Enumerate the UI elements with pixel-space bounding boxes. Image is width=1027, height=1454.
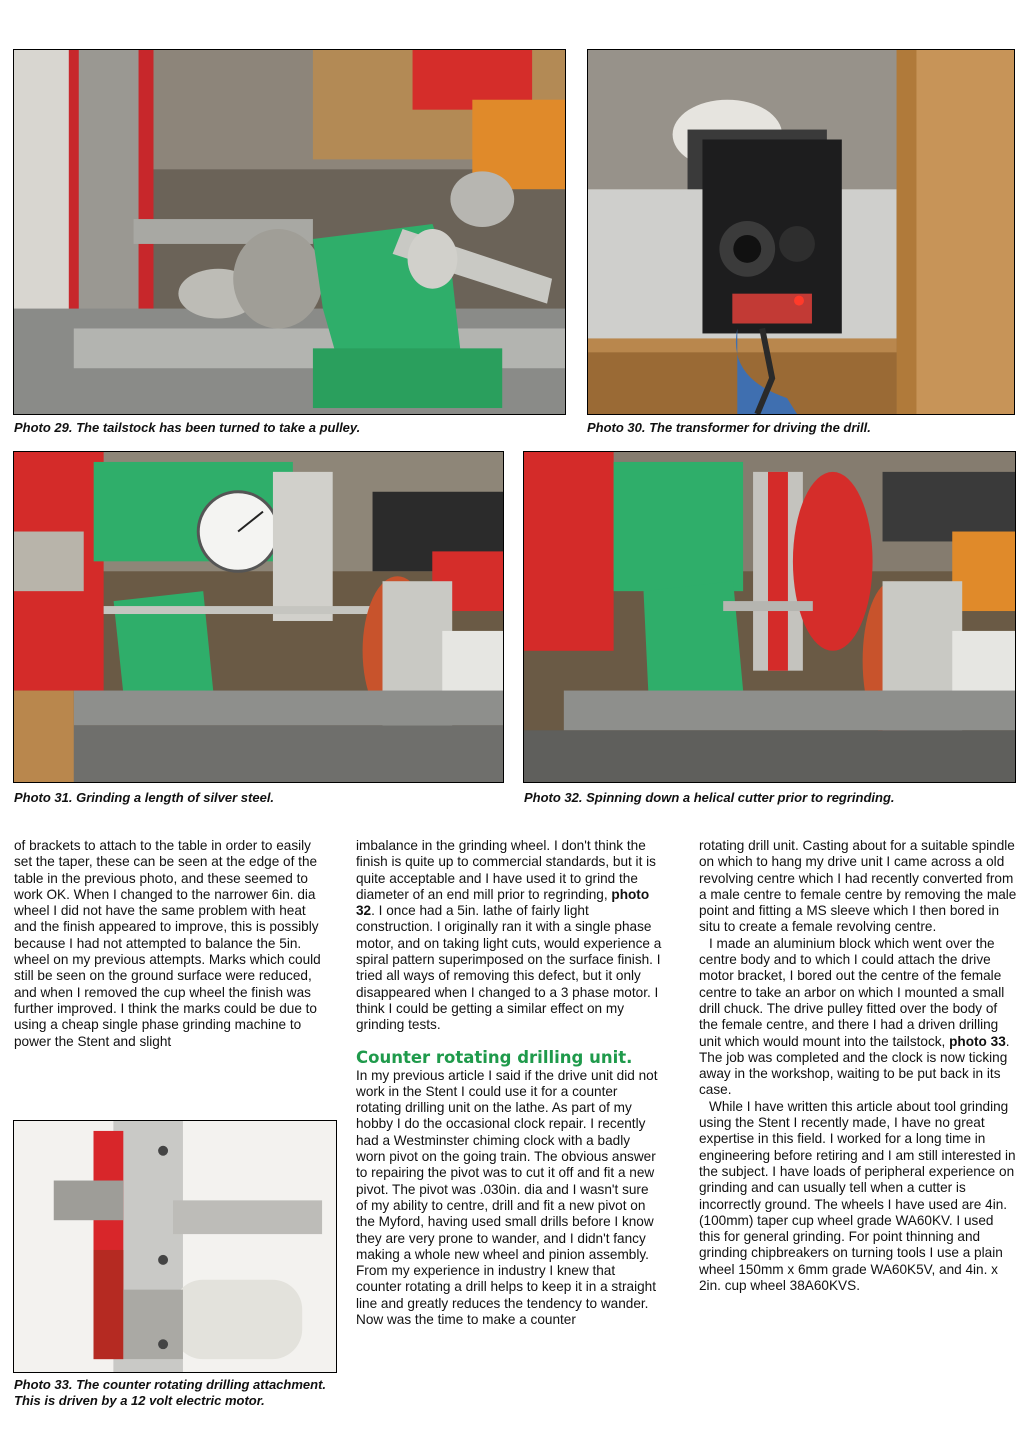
article-column-1 <box>14 838 324 1050</box>
photo-reference: photo 32 <box>356 886 650 919</box>
photo-reference: photo 33 <box>949 1033 1006 1049</box>
column-3-paragraph-2 <box>699 936 1017 1099</box>
photo-32-caption: Photo 32. Spinning down a helical cutter prior to regrinding. <box>524 790 895 805</box>
photo-33-caption: Photo 33. The counter rotating drilling attachment. This is driven by a 12 volt electric motor. <box>14 1377 327 1408</box>
photo-29-tailstock-pulley <box>13 49 566 415</box>
column-3-paragraph-3: While I have written this article about tool grinding using the Stent I recently made, I have no great expertise in this field. I worked for a long time in engineering before retiring and I am still interested in the subject. I have loads of peripheral experience on grinding and can usually tell when a cutter is incorrectly ground. The wheels I have used are 4in. (100mm) taper cup wheel grade WA60KV. I used this for general grinding. For point thinning and grinding chipbreakers on turning tools I use a plain wheel 150mm x 6mm grade WA60K5V, and 4in. x 2in. cup wheel 38A60KVS. <box>699 1098 1016 1294</box>
photo-31-grinding-silver-steel <box>13 451 504 783</box>
photo-30-transformer <box>587 49 1015 415</box>
article-column-2 <box>356 838 662 1328</box>
photo-29-caption: Photo 29. The tailstock has been turned to take a pulley. <box>14 420 361 435</box>
text-run: imbalance in the grinding wheel. I don't think the finish is quite up to commercial standards, but it is quite acceptable and I have used it to grind the diameter of an end mill prior to regrinding, <box>356 838 656 902</box>
column-3-paragraph-1: rotating drill unit. Casting about for a suitable spindle on which to hang my drive unit I came across a old revolving centre which I had recently converted from a male centre to female centre by removing the male point and fitting a MS sleeve which I then bored in situ to create a female revolving centre. <box>699 838 1017 935</box>
column-2-paragraph-2: In my previous article I said if the drive unit did not work in the Stent I could use it for a counter rotating drilling unit on the lathe. As part of my hobby I do the occasional clock repair. I recently had a Westminster chiming clock with a badly worn pivot on the going train. The obvious answer to repairing the pivot was to cut it off and fit a new pivot. The pivot was .030in. dia and I wasn't sure of my ability to centre, drill and fit a new pivot on the Myford, having used small drills before I know they are very prone to wander, and I didn't fancy making a whole new wheel and pinion assembly. From my experience in industry I knew that counter rotating a drill helps to keep it in a straight line and greatly reduces the tendency to wander. Now was the time to make a counter <box>356 1067 658 1328</box>
article-column-3 <box>699 838 1017 1294</box>
text-run: I made an aluminium block which went over the centre body and to which I could attach the drive motor bracket, I bored out the centre of the female centre to take an arbor on which I mounted a small drill chuck. The drive pulley fitted over the body of the female centre, and there I had a driven drilling unit which would mount into the tailstock, <box>699 935 1005 1049</box>
photo-30-caption: Photo 30. The transformer for driving the drill. <box>587 420 871 435</box>
text-run: . I once had a 5in. lathe of fairly light construction. I originally ran it with a single phase motor, and on taking light cuts, would experience a spiral pattern superimposed on the surface finish. I tried all ways of removing this defect, but it only disappeared when I changed to a 3 phase motor. I think I could be getting a similar effect on my grinding tests. <box>356 903 662 1033</box>
column-1-paragraph: of brackets to attach to the table in order to easily set the taper, these can be seen at the edge of the table in the previous photo, and these seemed to work OK. When I changed to the narrower 6in. dia wheel I did not have the same problem with heat and the finish appeared to improve, this is possibly because I had not attempted to balance the 5in. wheel on my previous attempts. Marks which could still be seen on the ground surface were reduced, and when I removed the cup wheel the finish was further improved. I think the marks could be due to using a cheap single phase grinding machine to power the Stent and slight <box>14 838 321 1049</box>
text-run: . The job was completed and the clock is now ticking away in the workshop, waiting to be put back in its case. <box>699 1033 1010 1098</box>
photo-32-helical-cutter <box>523 451 1016 783</box>
section-heading: Counter rotating drilling unit. <box>356 1047 633 1067</box>
column-2-paragraph-1 <box>356 838 662 1034</box>
photo-33-drilling-attachment <box>13 1120 337 1373</box>
photo-31-caption: Photo 31. Grinding a length of silver steel. <box>14 790 275 805</box>
